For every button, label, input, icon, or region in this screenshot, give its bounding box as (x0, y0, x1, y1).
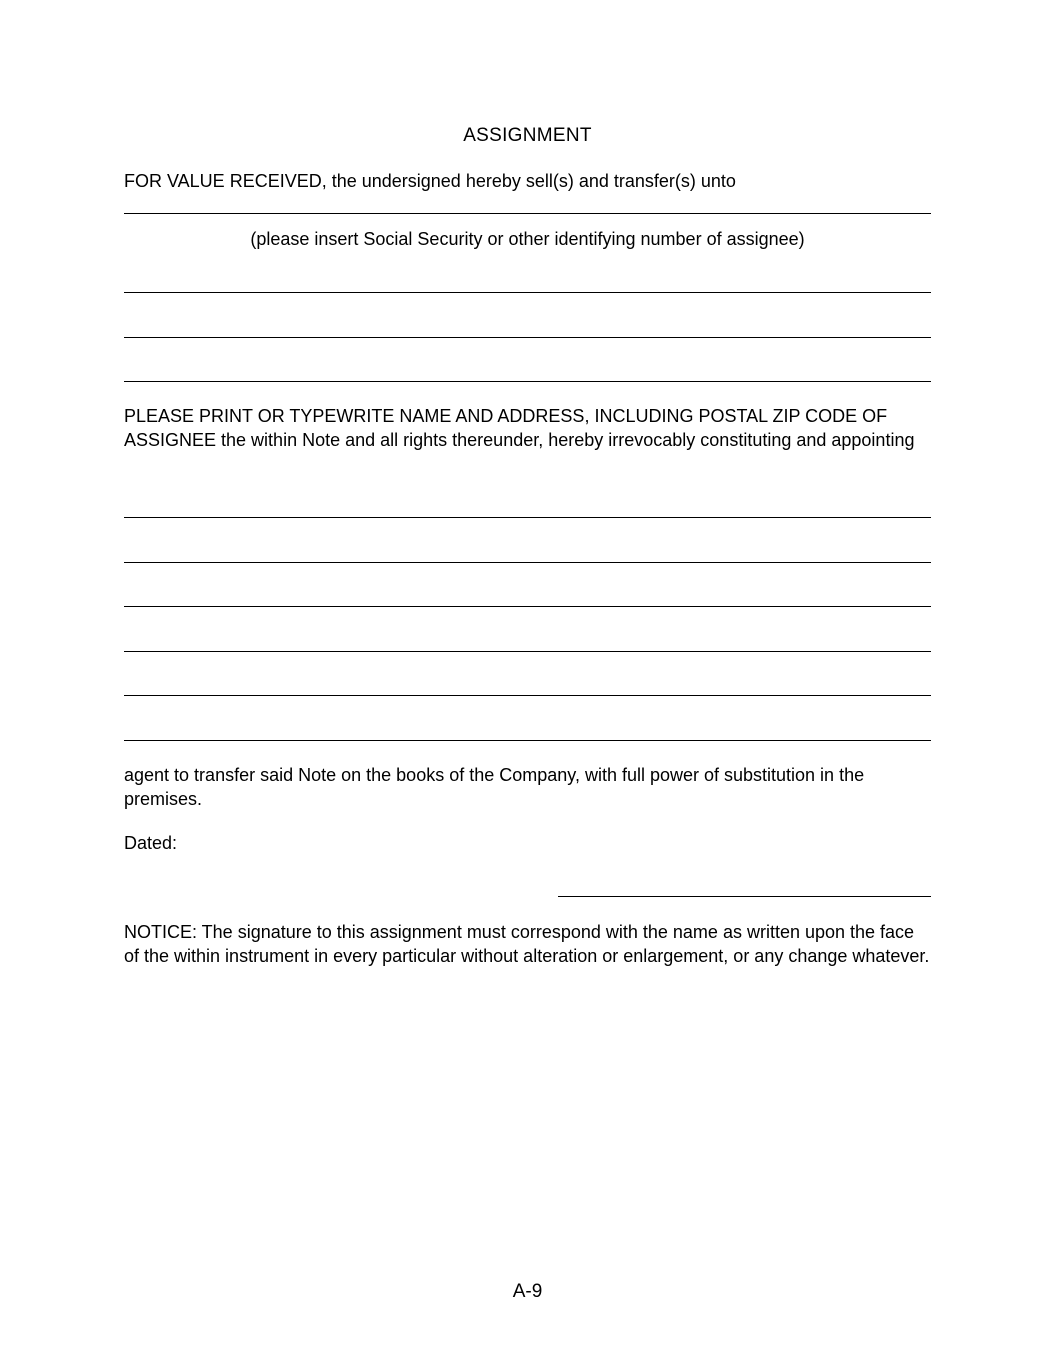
ssn-instruction: (please insert Social Security or other identifying number of assignee) (250, 229, 805, 249)
signature-notice: NOTICE: The signature to this assignment must correspond with the name as written upon the face of the within instrument in every particular without alteration or enlargement, or any change whatever. (124, 922, 930, 966)
address-line-4 (124, 651, 931, 652)
assignee-id-line (124, 213, 931, 214)
agent-clause: agent to transfer said Note on the books of the Company, with full power of substitution in the premises. (124, 765, 865, 809)
address-line-6 (124, 740, 931, 741)
address-line-3 (124, 606, 931, 607)
assignee-name-line-1 (124, 292, 931, 293)
document-title: ASSIGNMENT (463, 125, 592, 146)
assignee-name-line-2 (124, 337, 931, 338)
print-instruction: PLEASE PRINT OR TYPEWRITE NAME AND ADDRESS, INCLUDING POSTAL ZIP CODE OF ASSIGNEE the within Note and all rights thereunder, hereby irrevocably constituting and appointing (124, 406, 915, 450)
address-line-2 (124, 562, 931, 563)
address-line-1 (124, 517, 931, 518)
assignee-name-line-3 (124, 381, 931, 382)
opening-statement: FOR VALUE RECEIVED, the undersigned hereby sell(s) and transfer(s) unto (124, 171, 736, 191)
page-number: A-9 (512, 1281, 543, 1302)
dated-label: Dated: (124, 833, 178, 853)
address-line-5 (124, 695, 931, 696)
signature-line (558, 896, 931, 897)
